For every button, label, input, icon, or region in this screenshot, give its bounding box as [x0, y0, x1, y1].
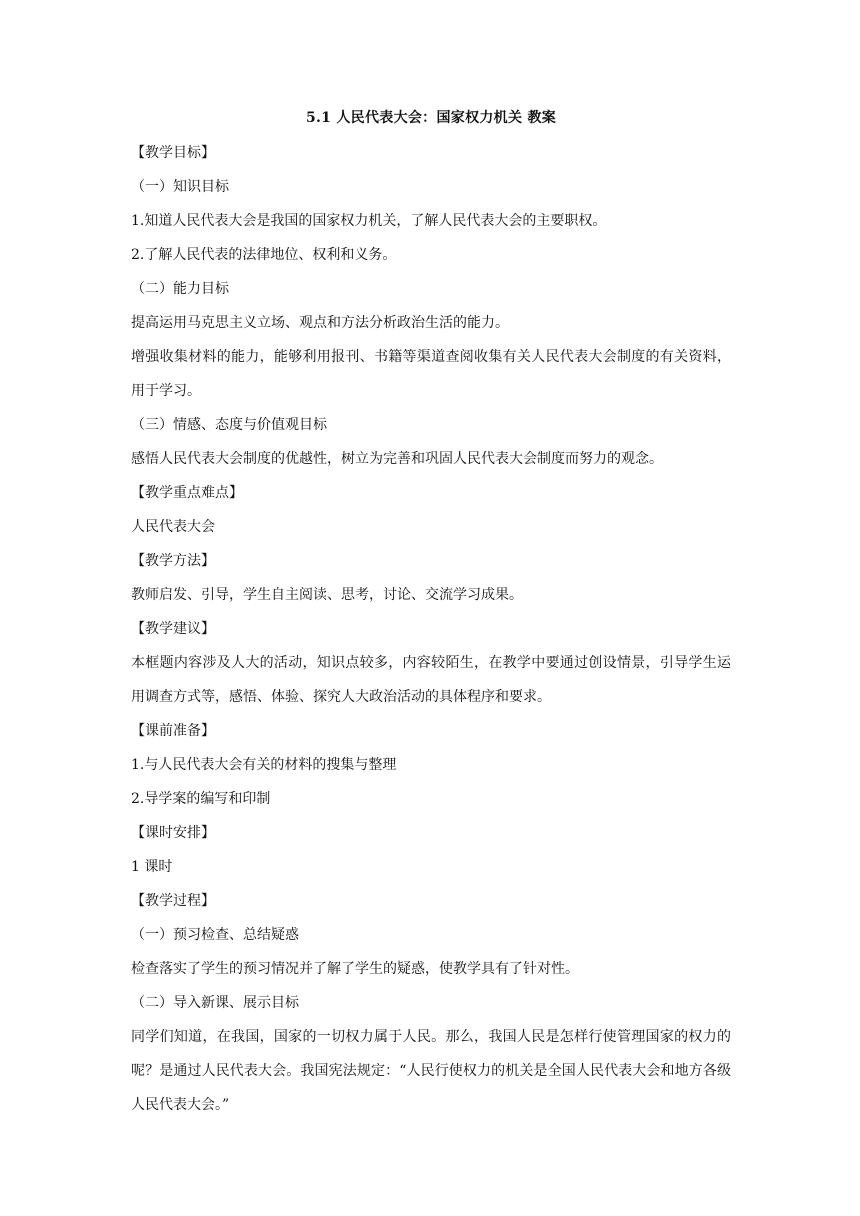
emotion-objective: 感悟人民代表大会制度的优越性，树立为完善和巩固人民代表大会制度而努力的观念。 [131, 451, 663, 467]
subheading-ability-objectives: （二）能力目标 [131, 281, 229, 297]
heading-teaching-process: 【教学过程】 [131, 893, 215, 909]
knowledge-objective-2: 2.了解人民代表的法律地位、权利和义务。 [131, 247, 397, 263]
heading-preparation: 【课前准备】 [131, 723, 215, 739]
preparation-item-1: 1.与人民代表大会有关的材料的搜集与整理 [131, 757, 397, 773]
key-points-text: 人民代表大会 [131, 519, 215, 535]
heading-teaching-methods: 【教学方法】 [131, 553, 215, 569]
introduce-lesson-text: 同学们知道，在我国，国家的一切权力属于人民。那么，我国人民是怎样行使管理国家的权力的呢？是通过人民代表大会。我国宪法规定：“人民行使权力的机关是全国人民代表大会和地方各级人民代表大会。” [131, 1029, 731, 1113]
document-page [131, 108, 731, 1122]
preparation-item-2: 2.导学案的编写和印制 [131, 791, 271, 807]
ability-objective-1: 提高运用马克思主义立场、观点和方法分析政治生活的能力。 [131, 315, 509, 331]
subheading-preview-check: （一）预习检查、总结疑惑 [131, 927, 299, 943]
subheading-introduce-lesson: （二）导入新课、展示目标 [131, 995, 299, 1011]
heading-teaching-objectives: 【教学目标】 [131, 145, 215, 161]
preview-check-text: 检查落实了学生的预习情况并了解了学生的疑惑，使教学具有了针对性。 [131, 961, 579, 977]
subheading-emotion-objectives: （三）情感、态度与价值观目标 [131, 417, 327, 433]
heading-class-schedule: 【课时安排】 [131, 825, 215, 841]
ability-objective-2: 增强收集材料的能力，能够利用报刊、书籍等渠道查阅收集有关人民代表大会制度的有关资料，用于学习。 [131, 349, 731, 399]
class-schedule-text: 1 课时 [131, 859, 173, 875]
knowledge-objective-1: 1.知道人民代表大会是我国的国家权力机关，了解人民代表大会的主要职权。 [131, 213, 607, 229]
document-title: 5.1 人民代表大会：国家权力机关 教案 [305, 110, 557, 126]
subheading-knowledge-objectives: （一）知识目标 [131, 179, 229, 195]
teaching-methods-text: 教师启发、引导，学生自主阅读、思考，讨论、交流学习成果。 [131, 587, 523, 603]
heading-key-points: 【教学重点难点】 [131, 485, 243, 501]
heading-teaching-suggestions: 【教学建议】 [131, 621, 215, 637]
teaching-suggestions-text: 本框题内容涉及人大的活动，知识点较多，内容较陌生，在教学中要通过创设情景，引导学生运用调查方式等，感悟、体验、探究人大政治活动的具体程序和要求。 [131, 655, 731, 705]
